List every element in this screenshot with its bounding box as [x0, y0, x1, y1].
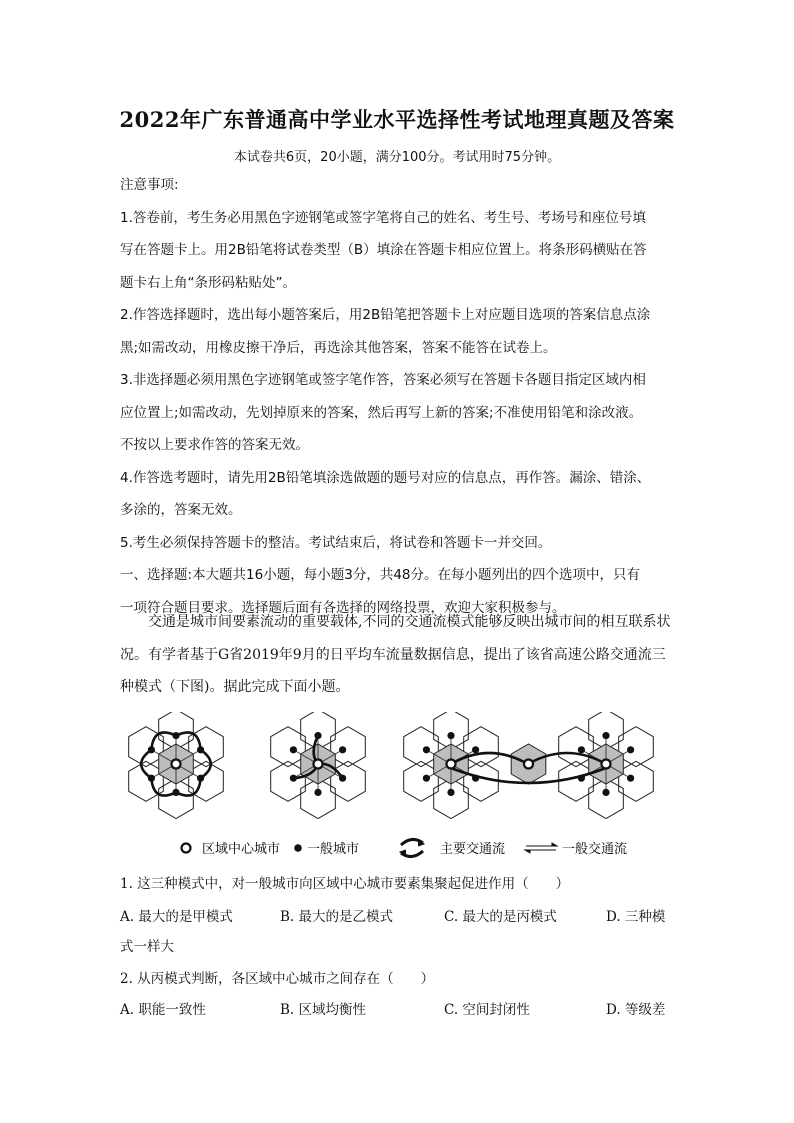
exam-info: 本试卷共6页，20小题，满分100分。考试用时75分钟。	[233, 150, 561, 165]
general-flow-icon	[525, 843, 557, 853]
question-2: 2. 从丙模式判断，各区域中心城市之间存在（ ）	[120, 971, 435, 987]
region-hex	[271, 727, 306, 767]
general-city-dot	[447, 789, 454, 796]
option-c: C. 最大的是丙模式	[444, 909, 557, 925]
general-city-dot	[197, 775, 204, 782]
instruction-line: 多涂的，答案无效。	[120, 502, 242, 518]
general-city-dot	[602, 732, 609, 739]
general-city-dot	[314, 789, 321, 796]
center-city-dot	[524, 760, 533, 769]
center-city-dot	[602, 760, 611, 769]
section-heading: 一项符合题目要求。选择题后面有各选择的网络投票，欢迎大家积极参与。	[120, 599, 566, 616]
main-flow-icon	[400, 839, 424, 856]
section-heading: 一、选择题:本大题共16小题，每小题3分，共48分。在每小题列出的四个选项中，只有	[120, 567, 640, 583]
general-city-dot	[314, 732, 321, 739]
general-city-dot	[172, 732, 179, 739]
region-hex	[464, 761, 499, 801]
instruction-line: 不按以上要求作答的答案无效。	[120, 437, 309, 453]
general-city-dot	[423, 746, 430, 753]
instruction-line: 3.非选择题必须用黑色字迹钢笔或签字笔作答，答案必须写在答题卡各题目指定区域内相	[120, 372, 646, 388]
general-city-dot	[472, 746, 479, 753]
legend-general-city-icon	[294, 844, 302, 852]
center-city-dot	[447, 760, 456, 769]
general-city-dot	[290, 746, 297, 753]
general-city-dot	[578, 775, 585, 782]
legend-center-city-icon	[182, 844, 191, 853]
option-b: B. 最大的是乙模式	[280, 909, 394, 925]
legend-main-flow: 主要交通流	[440, 842, 506, 857]
option-c: C. 空间封闭性	[444, 1002, 530, 1018]
general-city-dot	[172, 789, 179, 796]
general-city-dot	[339, 775, 346, 782]
region-hex	[271, 761, 306, 801]
center-city-dot	[172, 760, 181, 769]
center-city-dot	[314, 760, 323, 769]
region-hex	[464, 727, 499, 767]
region-hex	[559, 727, 594, 767]
region-hex	[404, 727, 439, 767]
instruction-line: 应位置上;如需改动，先划掉原来的答案，然后再写上新的答案;不准使用铅笔和涂改液。	[120, 404, 643, 421]
general-city-dot	[602, 789, 609, 796]
region-hex	[404, 761, 439, 801]
legend-center-city: 区域中心城市	[202, 842, 281, 857]
option-d: D. 三种模	[606, 909, 666, 925]
region-hex	[619, 761, 654, 801]
general-city-dot	[423, 775, 430, 782]
general-city-dot	[197, 746, 204, 753]
general-city-dot	[339, 746, 346, 753]
general-city-dot	[148, 746, 155, 753]
page-title: 2022年广东普通高中学业水平选择性考试地理真题及答案	[119, 107, 675, 132]
instructions	[120, 169, 676, 624]
option-d-continued: 式一样大	[120, 939, 174, 955]
general-city-dot	[627, 746, 634, 753]
legend-general-flow: 一般交通流	[562, 842, 628, 857]
option-a: A. 最大的是甲模式	[120, 909, 233, 925]
traffic-flow-diagram	[118, 712, 678, 864]
general-city-dot	[627, 775, 634, 782]
general-city-dot	[472, 775, 479, 782]
legend-general-city: 一般城市	[307, 842, 360, 857]
region-hex	[619, 727, 654, 767]
general-city-dot	[148, 775, 155, 782]
region-hex	[331, 727, 366, 767]
general-city-dot	[447, 732, 454, 739]
general-city-dot	[290, 775, 297, 782]
passage: 交通是城市间要素流动的重要载体,不同的交通流模式能够反映出城市间的相互联系状况。有学者基于G省2019年9月的日平均车流量数据信息，提出了该省高速公路交通流三种模式（下图)。据此完成下面小题。	[120, 614, 671, 695]
instruction-line: 2.作答选择题时，选出每小题答案后，用2B铅笔把答题卡上对应题目选项的答案信息点涂	[120, 307, 651, 323]
instruction-line: 黑;如需改动，用橡皮擦干净后，再选涂其他答案，答案不能答在试卷上。	[120, 339, 557, 356]
region-hex	[331, 761, 366, 801]
instruction-line: 5.考生必须保持答题卡的整洁。考试结束后，将试卷和答题卡一并交回。	[120, 534, 552, 551]
instruction-line: 1.答卷前，考生务必用黑色字迹钢笔或签字笔将自己的姓名、考生号、考场号和座位号填	[120, 209, 646, 226]
instructions-heading: 注意事项:	[120, 177, 179, 193]
instruction-line: 4.作答选考题时，请先用2B铅笔填涂选做题的题号对应的信息点，再作答。漏涂、错涂、	[120, 469, 651, 486]
option-d: D. 等级差	[606, 1002, 666, 1018]
instruction-line: 写在答题卡上。用2B铅笔将试卷类型（B）填涂在答题卡相应位置上。将条形码横贴在答	[120, 242, 647, 258]
region-hex	[559, 761, 594, 801]
question-1: 1. 这三种模式中，对一般城市向区域中心城市要素集聚起促进作用（ ）	[120, 876, 570, 892]
option-b: B. 区域均衡性	[280, 1002, 367, 1018]
instruction-line: 题卡右上角“条形码粘贴处”。	[120, 274, 296, 291]
general-city-dot	[578, 746, 585, 753]
option-a: A. 职能一致性	[120, 1002, 206, 1018]
